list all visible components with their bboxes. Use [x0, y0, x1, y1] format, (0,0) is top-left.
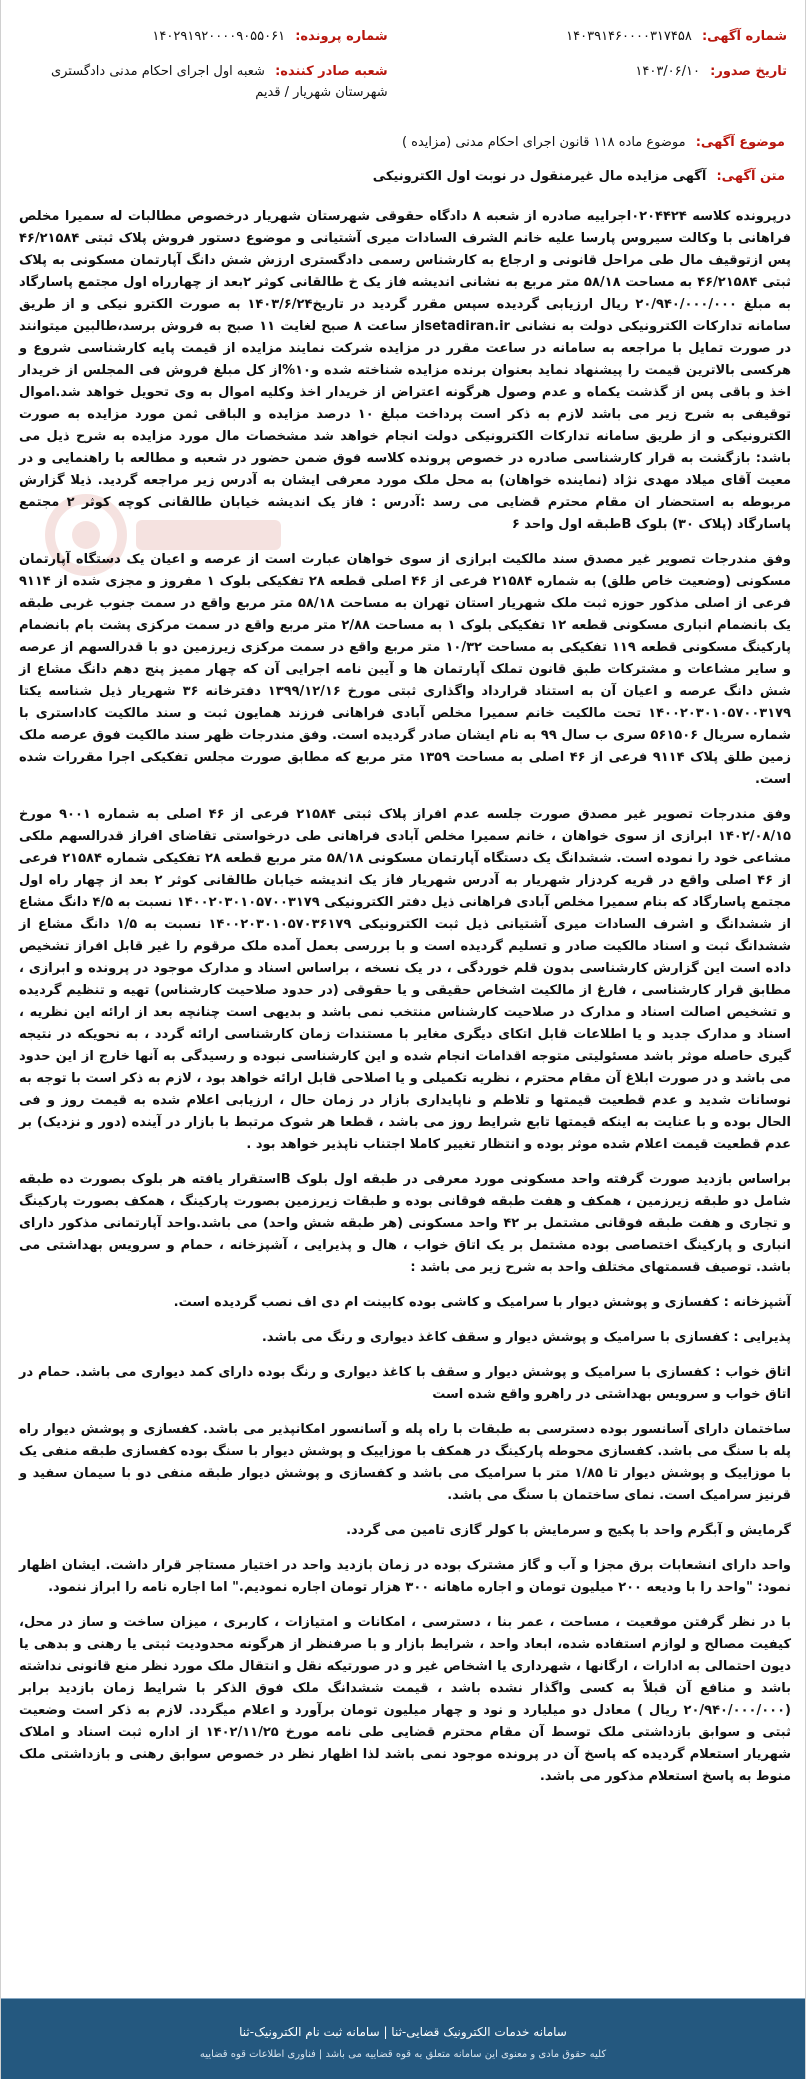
case-number-row [19, 26, 388, 47]
case-number-label: شماره پرونده: [295, 29, 388, 44]
notice-body [19, 206, 791, 1801]
header-meta [19, 26, 787, 117]
footer-brand[interactable]: سامانه خدمات الکترونیک قضایی-ثنا | سامانه ثبت نام الکترونیک-ثنا [239, 2025, 567, 2039]
body-paragraph: واحد دارای انشعابات برق مجزا و آب و گاز مشترک بوده در زمان بازدید واحد در اختیار مستاجر قرار داشت. ایشان اظهار نمود: "واحد را با ودیعه ۲۰۰ میلیون تومان و اجاره ماهانه ۳۰۰ هزار تومان اجاره نمودیم." اما اجاره نامه را ابراز ننمود. [19, 1558, 791, 1595]
subject-row [25, 132, 785, 153]
body-paragraph: آشپزخانه : کفسازی و پوشش دیوار با سرامیک و کاشی بوده کابینت ام دی اف نصب گردیده است. [173, 1295, 791, 1310]
body-paragraph: با در نظر گرفتن موقعیت ، مساحت ، عمر بنا ، دسترسی ، امکانات و امتیازات ، کاربری ، میزان ساخت و ساز در محل، کیفیت مصالح و لوازم استفاده شده، ابعاد واحد ، شرایط بازار و با صرفنظر از هرگونه محدودیت ثبتی یا رهنی و بدهی یا دیون احتمالی به ادارات ، ارگانها ، شهرداری یا اشخاص غیر و در صورتیکه نقل و انتقال ملک مورد نظر منع قانونی نداشته باشد و منافع آن قبلاً به کسی واگذار نشده باشد ، قیمت ششدانگ ملک فوق الذکر با شرایط زمان بازدید برابر (۲۰/۹۴۰/۰۰۰/۰۰۰ ریال ) معادل دو میلیارد و نود و چهار میلیون تومان برآورد و اعلام میگردد. لازم به ذکر است وضعیت ثبتی و سوابق بازداشتی ملک توسط آن مقام محترم قضایی طی نامه مورخ ۱۴۰۲/۱۱/۲۵ از اداره ثبت اسناد و املاک شهریار استعلام گردیده که پاسخ آن در پرونده موجود نمی باشد لذا اظهار نظر در خصوص سوابق رهنی و بازداشتی ملک منوط به پاسخ استعلام مذکور می باشد. [19, 1615, 791, 1784]
title-row [25, 166, 785, 187]
issue-date-label: تاریخ صدور: [710, 64, 787, 79]
header-left-column [19, 26, 388, 117]
issuing-branch-label: شعبه صادر کننده: [275, 64, 388, 79]
body-paragraph: اتاق خواب : کفسازی با سرامیک و پوشش دیوار و سقف با کاغذ دیواری و رنگ بوده دارای کمد دیواری می باشد. حمام در اتاق خواب و سرویس بهداشتی در راهرو واقع شده است [19, 1365, 791, 1402]
title-text: آگهی مزایده مال غیرمنقول در نوبت اول الکترونیکی [372, 169, 707, 184]
footer [1, 1999, 805, 2079]
ad-number-row [418, 26, 787, 47]
issue-date-row [418, 61, 787, 82]
footer-note: کلیه حقوق مادی و معنوی این سامانه متعلق به قوه قضاییه می باشد | فناوری اطلاعات قوه قضاییه [199, 2049, 607, 2060]
title-label: متن آگهی: [716, 169, 785, 184]
subject-text: موضوع ماده ۱۱۸ قانون اجرای احکام مدنی (مزایده ) [401, 135, 686, 150]
issuing-branch-row [19, 61, 388, 103]
header-right-column [418, 26, 787, 117]
body-paragraph: پذیرایی : کفسازی با سرامیک و پوشش دیوار و سقف کاغذ دیواری و رنگ می باشد. [261, 1330, 791, 1345]
body-paragraph: براساس بازدید صورت گرفته واحد مسکونی مورد معرفی در طبقه اول بلوک Bاستقرار یافته هر بلوک بصورت ده طبقه شامل دو طبقه زیرزمین ، همکف و هفت طبقه فوقانی بوده و طبقات زیرزمین بصورت پارکینگ ، همکف بصورت پارکینگ و تجاری و هفت طبقه فوقانی مشتمل بر ۴۲ واحد مسکونی (هر طبقه شش واحد) می باشد.واحد آپارتمانی مذکور دارای انباری و پارکینگ اختصاصی بوده مشتمل بر یک اتاق خواب ، هال و پذیرایی ، آشپزخانه ، حمام و سرویس بهداشتی می باشد. توصیف قسمتهای مختلف واحد به شرح زیر می باشد : [19, 1172, 791, 1275]
ad-number-value: ۱۴۰۳۹۱۴۶۰۰۰۰۳۱۷۴۵۸ [566, 29, 692, 44]
issue-date-value: ۱۴۰۳/۰۶/۱۰ [635, 64, 700, 79]
ad-number-label: شماره آگهی: [701, 29, 787, 44]
body-paragraph: گرمایش و آبگرم واحد با پکیج و سرمایش با کولر گازی تامین می گردد. [346, 1523, 791, 1538]
body-paragraph: وفق مندرجات تصویر غیر مصدق صورت جلسه عدم افراز پلاک ثبتی ۲۱۵۸۴ فرعی از ۴۶ اصلی به شماره ۹۰۰۱ مورخ ۱۴۰۲/۰۸/۱۵ ابرازی از سوی خواهان ، خانم سمیرا مخلص آبادی فراهانی طی درخواستی تقاضای افراز قدرالسهم ملکی مشاعی خود را نموده است. ششدانگ یک دستگاه آپارتمان مسکونی ۵۸/۱۸ متر مربع قطعه ۲۸ تفکیکی شماره ۲۱۵۸۴ فرعی از ۴۶ اصلی واقع در قریه کردزار شهریار به آدرس شهریار فاز یک اندیشه خیابان طالقانی کوثر ۲ بعد از چهار راه اول مجتمع پاسارگاد که بنام سمیرا مخلص آبادی فراهانی ذیل دفتر الکترونیکی ۱۴۰۰۲۰۳۰۱۰۵۷۰۰۳۱۷۹ نسبت به ۴/۵ دانگ مشاع از ششدانگ و اشرف السادات میری آشتیانی ذیل ثبت الکترونیکی ۱۴۰۰۲۰۳۰۱۰۵۷۰۳۶۱۷۹ نسبت به ۱/۵ دانگ مشاع از ششدانگ ثبت و اسناد مالکیت صادر و تسلیم گردیده است و با بررسی بعمل آمده ملک مرقوم را غیر قابل افراز تشخیص داده است این گزارش کارشناسی بدون قلم خوردگی ، در یک نسخه ، براساس اسناد و مدارک موجود در پرونده و ابرازی ، مطابق قرار کارشناسی ، فارغ از مالکیت اشخاص حقیقی و یا حقوقی (در حدود صلاحیت کارشناس) تهیه و تنظیم گردیده و تشخیص اصالت اسناد و مدارک در صلاحیت کارشناس منتخب نمی باشد و بدیهی است چنانچه بعد از ارائه این نظریه ، اسناد و مدارک جدید و یا اطلاعات قابل اتکای دیگری مغایر با مستندات زمان کارشناسی ارائه گردد ، به نحویکه در نتیجه گیری حاصله موثر باشد مسئولیتی متوجه اقدامات انجام شده و این کارشناسی نبوده و رسیدگی به آنها خارج از این حدود می باشد و در صورت ابلاغ آن مقام محترم ، نظریه تکمیلی و یا اصلاحی قابل ارائه خواهد بود ، لازم به ذکر است با توجه به نوسانات شدید و عدم قطعیت قیمتها و تلاطم و ناپایداری بازار در زمان حال ، ارزیابی اعلام شده به قیمت روز و فی الحال بوده و با عنایت به اینکه قیمتها تابع شرایط روز می باشد ، قطعا هر شوک مرتبط با بازار در آینده (دور و نزدیک) بر عدم قطعیت قیمت اعلام شده موثر بوده و انتظار تغییر کاملا اجتناب ناپذیر خواهد بود . [19, 807, 792, 1152]
case-number-value: ۱۴۰۲۹۱۹۲۰۰۰۰۹۰۵۵۰۶۱ [152, 29, 286, 44]
body-paragraph: درپرونده کلاسه ۰۲۰۴۴۲۴اجراییه صادره از شعبه ۸ دادگاه حقوقی شهرستان شهریار درخصوص مطالبات له سمیرا مخلص فراهانی با وکالت سیروس پارسا علیه خانم الشرف السادات میری آشتیانی و موضوع دستور فروش پلاک ثبتی ۴۶/۲۱۵۸۴ پس ازتوقیف مال طی مراحل قانونی و ارجاع به کارشناس رسمی دادگستری ارزش شش دانگ آپارتمان مسکونی به پلاک ثبتی ۴۶/۲۱۵۸۴ به مساحت ۵۸/۱۸ متر مربع به نشانی اندیشه فاز یک خ طالقانی کوثر ۲بعد از چهارراه اول مجتمع پاسارگاد به مبلغ ۲۰/۹۴۰/۰۰۰/۰۰۰ ریال ارزیابی گردیده سپس مقرر گردید در تاریخ۱۴۰۳/۶/۲۴ به صورت الکترو نیکی و از طریق سامانه تدارکات الکترونیکی دولت به نشانی setadiran.irاز ساعت ۸ صبح لغایت ۱۱ صبح به فروش برسد،طالبین میتوانند در صورت تمایل با مراجعه به سامانه در ساعت مقرر در مزایده شرکت نمایند مزایده از قیمت پایه کارشناسی شروع و هرکسی بالاترین قیمت را پیشنهاد نماید بعنوان برنده مزایده شناخته شده و۱۰%از کل مبلغ فروش فی المجلس از خریدار اخذ و باقی پس از گذشت یکماه و عدم وصول هرگونه اعتراض از خریدار اخذ وکلیه اموال به وی تحویل خواهد شد.اموال توقیفی به شرح زیر می باشد لازم به ذکر است پرداخت مبلغ ۱۰ درصد مزایده و الباقی ثمن مورد مزایده به صورت الکترونیکی و از طریق سامانه تدارکات الکترونیکی دولت انجام خواهد شد مشخصات مال مورد مزایده به شرح ذیل می باشد: بازگشت به قرار کارشناسی صادره در خصوص پرونده کلاسه فوق ضمن حضور در شعبه و مطالعه با راهنمایی و در معیت آقای میلاد مهدی نژاد (نماینده خواهان) به محل ملک مورد معرفی ایشان به آدرس زیر مراجعه گردید. ذیلا گزارش مربوطه به استحضار ان مقام محترم قضایی می رسد :آدرس : فاز یک اندیشه خیابان طالقانی کوچه کوثر ۲ مجتمع پاسارگاد (پلاک ۳۰) بلوک Bطبقه اول واحد ۶ [19, 209, 792, 532]
issuing-branch-value: شعبه اول اجرای احکام مدنی دادگستری شهرستان شهریار / قدیم [50, 64, 388, 100]
subject-label: موضوع آگهی: [695, 135, 785, 150]
body-paragraph: ساختمان دارای آسانسور بوده دسترسی به طبقات با راه پله و آسانسور امکانپذیر می باشد. کفسازی و پوشش دیوار راه پله با سنگ می باشد. کفسازی محوطه پارکینگ در همکف با موزاییک و پوشش دیوار با سنگ بوده کفسازی طبقه منفی یک با موزاییک و پوشش دیوار تا ۱/۸۵ متر با سرامیک می باشد و کفسازی و پوشش دیوار طبقه منفی دو با سیمان سفید و قرنیز سرامیک است. نمای ساختمان با سنگ می باشد. [19, 1422, 791, 1503]
body-paragraph: وفق مندرجات تصویر غیر مصدق سند مالکیت ابرازی از سوی خواهان عبارت است از عرصه و اعیان یک دستگاه آپارتمان مسکونی (وضعیت خاص طلق) به شماره ۲۱۵۸۴ فرعی از ۴۶ اصلی قطعه ۲۸ تفکیکی بلوک ۱ مفروز و مجزی شده از ۹۱۱۴ فرعی از اصلی مذکور حوزه ثبت ملک شهریار استان تهران به مساحت ۵۸/۱۸ متر مربع واقع در سمت جنوب غربی طبقه یک بانضمام انباری مسکونی قطعه ۱۲ تفکیکی بلوک ۱ به مساحت ۲/۸۸ متر مربع واقع در سمت مرکزی پشت بام بانضمام پارکینگ مسکونی قطعه ۱۱۹ تفکیکی به مساحت ۱۰/۳۲ متر مربع واقع در سمت مرکزی زیرزمین دو با قدرالسهم از عرصه و سایر مشاعات و مشترکات طبق قانون تملک آپارتمان ها و آیین نامه اجرایی آن که چهار ممیز پنج دهم دانگ مشاع از شش دانگ عرصه و اعیان آن به استناد قرارداد واگذاری ثبتی مورخ ۱۳۹۹/۱۲/۱۶ دفترخانه ۳۶ شهریار ذیل شناسه یکتا ۱۴۰۰۲۰۳۰۱۰۵۷۰۰۳۱۷۹ تحت مالکیت خانم سمیرا مخلص آبادی فراهانی فرزند همایون ثبت و سند مالکیت کاداستری با شماره سریال ۵۶۱۵۰۶ سری ب سال ۹۹ به نام ایشان صادر گردیده است. وفق مندرجات ظهر سند مالکیت فوق عرصه ملک زمین طلق پلاک ۹۱۱۴ فرعی از ۴۶ اصلی به مساحت ۱۳۵۹ متر مربع که مطابق صورت مجلس تفکیکی اجرا مقررات شده است. [19, 552, 792, 787]
